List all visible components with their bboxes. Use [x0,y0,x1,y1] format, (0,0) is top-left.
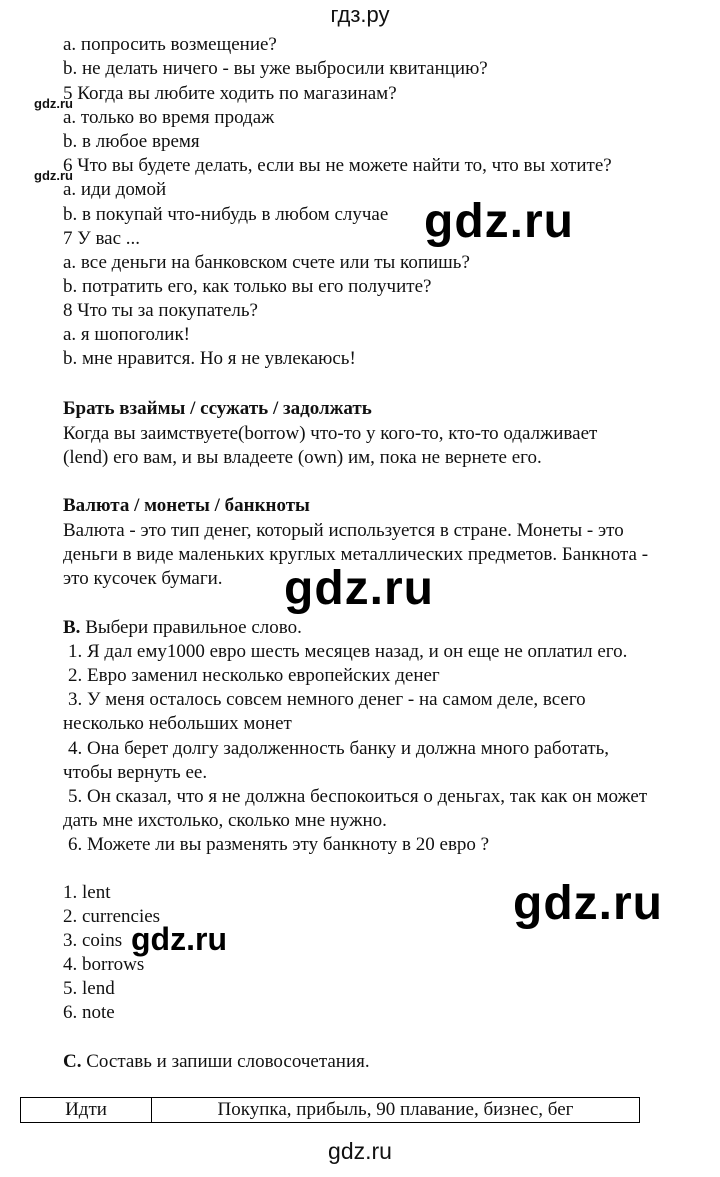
watermark-small: gdz.ru [34,96,73,111]
site-header: гдз.ру [330,2,390,27]
paragraph-line: Валюта - это тип денег, который используется в стране. Монеты - это [63,520,624,541]
option-line: b. в любое время [63,131,200,152]
sentence-line: несколько небольших монет [63,713,292,734]
option-line: b. не делать ничего - вы уже выбросили квитанцию? [63,58,488,79]
watermark-large: gdz.ru [513,877,663,930]
collocation-table [20,1097,640,1123]
answer-line: 5. lend [63,978,115,999]
section-heading-currency: Валюта / монеты / банкноты [63,495,310,516]
option-line: b. потратить его, как только вы его получите? [63,276,432,297]
sentence-line: 2. Евро заменил несколько европейских денег [68,665,440,686]
sentence-line: 5. Он сказал, что я не должна беспокоиться о деньгах, так как он может [68,786,648,807]
paragraph-line: это кусочек бумаги. [63,568,223,589]
watermark-large: gdz.ru [424,195,574,248]
sentence-line: 4. Она берет долгу задолженность банку и должна много работать, [68,738,610,759]
task-b-instruction: Выбери правильное слово. [80,617,302,638]
option-line: a. я шопоголик! [63,324,190,345]
table-row [21,1098,640,1123]
answer-line: 2. currencies [63,906,161,927]
sentence-line: чтобы вернуть ее. [63,762,208,783]
sentence-line: 6. Можете ли вы разменять эту банкноту в 20 евро ? [68,834,490,855]
option-line: a. все деньги на банковском счете или ты копишь? [63,252,470,273]
answer-line: 3. coins [63,930,123,951]
option-line: a. иди домой [63,179,167,200]
task-c-title [63,1050,370,1074]
table-cell-verb: Идти [21,1098,152,1123]
option-line: b. в покупай что-нибудь в любом случае [63,204,389,225]
answer-line: 1. lent [63,882,111,903]
watermark-medium: gdz.ru [131,921,227,957]
answer-line: 4. borrows [63,954,145,975]
watermark-small: gdz.ru [34,168,73,183]
task-c-label: C. [63,1051,82,1072]
paragraph-line: (lend) его вам, и вы владеете (own) им, пока не вернете его. [63,447,542,468]
option-line: a. попросить возмещение? [63,34,277,55]
sentence-line: 3. У меня осталось совсем немного денег - на самом деле, всего [68,689,586,710]
option-line: a. только во время продаж [63,107,275,128]
table-cell-nouns: Покупка, прибыль, 90 плавание, бизнес, бег [152,1098,640,1123]
section-heading-borrow: Брать взаймы / ссужать / задолжать [63,398,372,419]
question-line: 7 У вас ... [63,228,141,249]
sentence-line: дать мне ихстолько, сколько мне нужно. [63,810,387,831]
paragraph-line: Когда вы заимствуете(borrow) что-то у кого-то, кто-то одалживает [63,423,598,444]
watermark-large: gdz.ru [284,562,434,615]
site-footer: gdz.ru [328,1138,392,1164]
question-line: 8 Что ты за покупатель? [63,300,258,321]
task-b-title [63,616,302,640]
question-line: 6 Что вы будете делать, если вы не можете найти то, что вы хотите? [63,155,612,176]
option-line: b. мне нравится. Но я не увлекаюсь! [63,348,356,369]
task-c-instruction: Составь и запиши словосочетания. [81,1051,370,1072]
question-line: 5 Когда вы любите ходить по магазинам? [63,83,397,104]
sentence-line: 1. Я дал ему1000 евро шесть месяцев назад, и он еще не оплатил его. [68,641,628,662]
answer-line: 6. note [63,1002,115,1023]
task-b-label: B. [63,617,81,638]
paragraph-line: деньги в виде маленьких круглых металлических предметов. Банкнота - [63,544,649,565]
